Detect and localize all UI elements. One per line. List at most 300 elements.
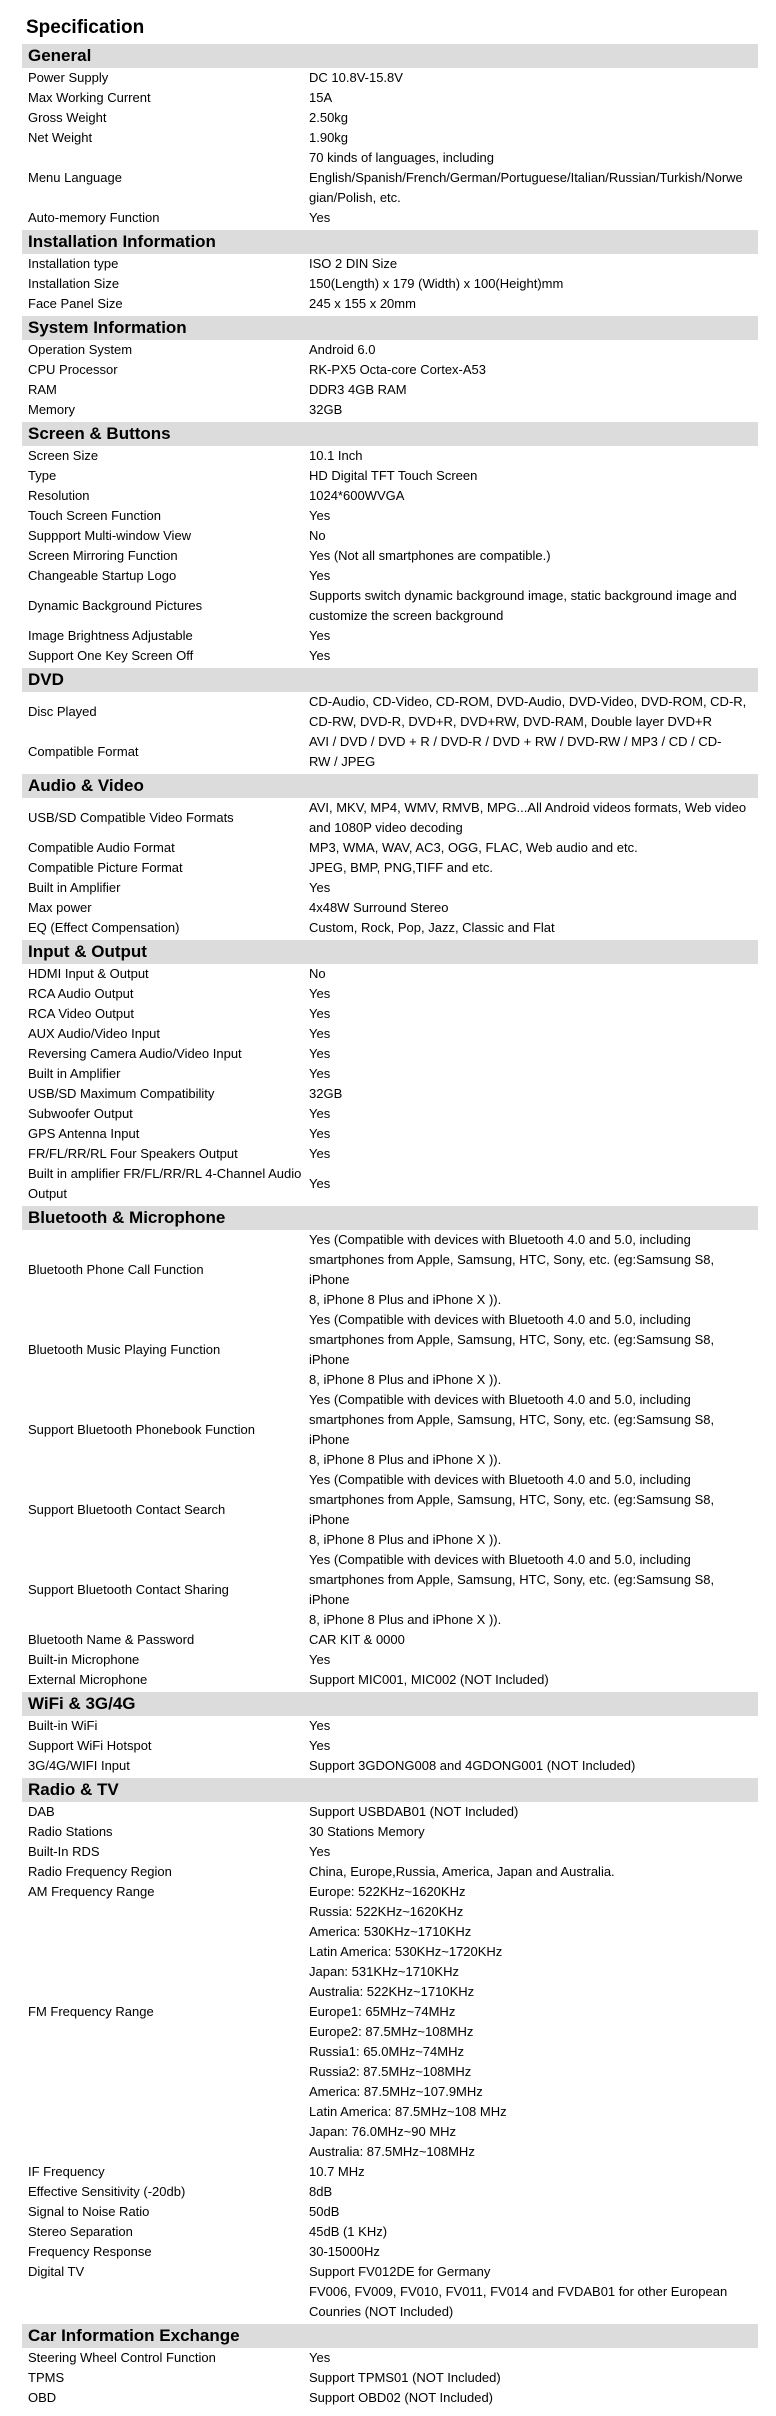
spec-value-line: 70 kinds of languages, including [309, 150, 495, 165]
spec-table [22, 1716, 758, 1776]
spec-value [309, 380, 758, 400]
spec-label: Screen Size [28, 448, 99, 463]
spec-value-line: Yes [309, 986, 331, 1001]
spec-value [309, 1822, 758, 1842]
spec-value-line: Support 3GDONG008 and 4GDONG001 (NOT Included) [309, 1758, 636, 1773]
spec-value-line: Australia: 87.5MHz~108MHz [309, 2144, 475, 2159]
spec-row [22, 446, 758, 466]
spec-value [309, 128, 758, 148]
spec-value-line: Support OBD02 (NOT Included) [309, 2390, 494, 2405]
spec-label: Signal to Noise Ratio [28, 2204, 150, 2219]
spec-label: Max power [28, 900, 92, 915]
spec-row [22, 340, 758, 360]
spec-label: RCA Video Output [28, 1006, 134, 1021]
spec-value [309, 1390, 758, 1470]
spec-value-line: Europe2: 87.5MHz~108MHz [309, 2024, 474, 2039]
section-title: Radio & TV [22, 1778, 758, 1802]
spec-row [22, 1064, 758, 1084]
spec-value [309, 2222, 758, 2242]
spec-row [22, 692, 758, 732]
spec-value-line: DC 10.8V-15.8V [309, 70, 403, 85]
spec-row [22, 1310, 758, 1390]
spec-value-line: 2.50kg [309, 110, 349, 125]
spec-label: AM Frequency Range [28, 1884, 155, 1899]
spec-label: RCA Audio Output [28, 986, 134, 1001]
spec-row [22, 208, 758, 228]
spec-label: AUX Audio/Video Input [28, 1026, 161, 1041]
spec-value-line: DDR3 4GB RAM [309, 382, 407, 397]
spec-value-line: Counries (NOT Included) [309, 2304, 454, 2319]
spec-value [309, 486, 758, 506]
spec-table [22, 68, 758, 228]
spec-value [309, 2182, 758, 2202]
spec-value-line: Android 6.0 [309, 342, 376, 357]
spec-label: Image Brightness Adjustable [28, 628, 193, 643]
spec-value-line: Yes [309, 1844, 331, 1859]
spec-value-line: Yes [309, 628, 331, 643]
spec-value [309, 692, 758, 732]
section-title: General [22, 44, 758, 68]
spec-sections [22, 44, 758, 2408]
spec-value-line: 1.90kg [309, 130, 349, 145]
spec-label: Gross Weight [28, 110, 107, 125]
spec-value-line: 8, iPhone 8 Plus and iPhone X )). [309, 1612, 502, 1627]
spec-label: Type [28, 468, 57, 483]
spec-label: RAM [28, 382, 57, 397]
spec-label: Suppport Multi-window View [28, 528, 192, 543]
spec-value-line: JPEG, BMP, PNG,TIFF and etc. [309, 860, 493, 875]
spec-label: IF Frequency [28, 2164, 105, 2179]
spec-section [22, 2324, 758, 2408]
spec-value-line: 15A [309, 90, 333, 105]
spec-section [22, 44, 758, 228]
spec-row [22, 1822, 758, 1842]
spec-row [22, 1716, 758, 1736]
spec-row [22, 2262, 758, 2322]
spec-value-line: Yes [309, 210, 331, 225]
spec-value [309, 586, 758, 626]
spec-value [309, 1716, 758, 1736]
spec-label: Bluetooth Name & Password [28, 1632, 195, 1647]
spec-label: Max Working Current [28, 90, 151, 105]
spec-value-line: 4x48W Surround Stereo [309, 900, 449, 915]
section-title: Bluetooth & Microphone [22, 1206, 758, 1230]
spec-row [22, 586, 758, 626]
spec-row [22, 1024, 758, 1044]
spec-value-line: FV006, FV009, FV010, FV011, FV014 and FVDAB01 for other European [309, 2284, 728, 2299]
spec-value-line: Yes (Compatible with devices with Bluetooth 4.0 and 5.0, including [309, 1552, 691, 1567]
spec-value-line: Latin America: 530KHz~1720KHz [309, 1944, 503, 1959]
spec-row [22, 486, 758, 506]
spec-value [309, 294, 758, 314]
spec-value [309, 1124, 758, 1144]
spec-value [309, 108, 758, 128]
spec-value-line: Yes [309, 880, 331, 895]
spec-label: Frequency Response [28, 2244, 152, 2259]
spec-label: Compatible Audio Format [28, 840, 175, 855]
spec-value-line: Yes [309, 2350, 331, 2365]
spec-value [309, 626, 758, 646]
spec-value [309, 1470, 758, 1550]
spec-label: Steering Wheel Control Function [28, 2350, 216, 2365]
spec-value [309, 1084, 758, 1104]
spec-value [309, 1064, 758, 1084]
spec-value-line: No [309, 966, 326, 981]
spec-row [22, 254, 758, 274]
spec-value [309, 506, 758, 526]
spec-value-line: Australia: 522KHz~1710KHz [309, 1984, 475, 1999]
spec-label: Bluetooth Music Playing Function [28, 1342, 221, 1357]
spec-table [22, 1802, 758, 2322]
spec-label: Subwoofer Output [28, 1106, 133, 1121]
spec-value-line: Latin America: 87.5MHz~108 MHz [309, 2104, 507, 2119]
spec-value-line: Yes (Compatible with devices with Bluetooth 4.0 and 5.0, including [309, 1232, 691, 1247]
spec-row [22, 984, 758, 1004]
spec-value [309, 1630, 758, 1650]
spec-label: Support Bluetooth Phonebook Function [28, 1422, 255, 1437]
spec-value-line: Russia2: 87.5MHz~108MHz [309, 2064, 472, 2079]
spec-value-line: Europe1: 65MHz~74MHz [309, 2004, 456, 2019]
spec-value-line: HD Digital TFT Touch Screen [309, 468, 478, 483]
section-title: DVD [22, 668, 758, 692]
spec-row [22, 918, 758, 938]
spec-value-line: RW / JPEG [309, 754, 376, 769]
spec-row [22, 1004, 758, 1024]
spec-value-line: smartphones from Apple, Samsung, HTC, Sony, etc. (eg:Samsung S8, iPhone [309, 1332, 715, 1367]
spec-value-line: ISO 2 DIN Size [309, 256, 398, 271]
spec-value-line: 30-15000Hz [309, 2244, 380, 2259]
spec-row [22, 1630, 758, 1650]
spec-value-line: Japan: 76.0MHz~90 MHz [309, 2124, 457, 2139]
spec-row [22, 626, 758, 646]
spec-row [22, 1882, 758, 2002]
spec-value [309, 878, 758, 898]
spec-value-line: Yes [309, 1718, 331, 1733]
spec-value-line: Yes [309, 568, 331, 583]
spec-label: OBD [28, 2390, 57, 2405]
spec-value-line: Yes [309, 508, 331, 523]
section-title: Screen & Buttons [22, 422, 758, 446]
spec-value [309, 1862, 758, 1882]
spec-value-line: Yes (Not all smartphones are compatible.) [309, 548, 551, 563]
spec-value-line: Russia1: 65.0MHz~74MHz [309, 2044, 464, 2059]
spec-label: Digital TV [28, 2264, 85, 2279]
spec-row [22, 68, 758, 88]
spec-value [309, 2002, 758, 2162]
spec-label: Effective Sensitivity (-20db) [28, 2184, 186, 2199]
spec-value-line: Yes [309, 1652, 331, 1667]
spec-value [309, 274, 758, 294]
spec-value-line: Yes (Compatible with devices with Bluetooth 4.0 and 5.0, including [309, 1312, 691, 1327]
spec-label: Built-in WiFi [28, 1718, 98, 1733]
spec-label: EQ (Effect Compensation) [28, 920, 180, 935]
spec-row [22, 2202, 758, 2222]
spec-value [309, 1164, 758, 1204]
spec-label: TPMS [28, 2370, 65, 2385]
spec-value-line: customize the screen background [309, 608, 504, 623]
section-title: System Information [22, 316, 758, 340]
spec-label: Radio Frequency Region [28, 1864, 172, 1879]
spec-row [22, 2182, 758, 2202]
spec-value-line: 30 Stations Memory [309, 1824, 425, 1839]
spec-label: Compatible Format [28, 744, 139, 759]
spec-row [22, 400, 758, 420]
section-title: Car Information Exchange [22, 2324, 758, 2348]
spec-label: Built-In RDS [28, 1844, 100, 1859]
spec-value-line: Europe: 522KHz~1620KHz [309, 1884, 466, 1899]
spec-value-line: 32GB [309, 1086, 343, 1101]
spec-row [22, 1390, 758, 1470]
spec-value-line: 8, iPhone 8 Plus and iPhone X )). [309, 1452, 502, 1467]
spec-value-line: AVI / DVD / DVD + R / DVD-R / DVD + RW / DVD-RW / MP3 / CD / CD- [309, 734, 722, 749]
spec-value-line: Support TPMS01 (NOT Included) [309, 2370, 501, 2385]
spec-value [309, 1550, 758, 1630]
spec-value-line: Yes [309, 1126, 331, 1141]
spec-value [309, 566, 758, 586]
spec-label: Menu Language [28, 170, 122, 185]
spec-value-line: China, Europe,Russia, America, Japan and Australia. [309, 1864, 615, 1879]
spec-row [22, 878, 758, 898]
spec-section [22, 774, 758, 938]
spec-label: External Microphone [28, 1672, 148, 1687]
spec-row [22, 732, 758, 772]
spec-value-line: smartphones from Apple, Samsung, HTC, Sony, etc. (eg:Samsung S8, iPhone [309, 1412, 715, 1447]
section-title: Input & Output [22, 940, 758, 964]
spec-value [309, 1104, 758, 1124]
spec-value-line: Support MIC001, MIC002 (NOT Included) [309, 1672, 549, 1687]
spec-label: Stereo Separation [28, 2224, 133, 2239]
spec-section [22, 668, 758, 772]
spec-value [309, 254, 758, 274]
spec-label: Installation Size [28, 276, 120, 291]
spec-value [309, 1756, 758, 1776]
spec-value-line: MP3, WMA, WAV, AC3, OGG, FLAC, Web audio and etc. [309, 840, 638, 855]
spec-value [309, 984, 758, 1004]
spec-value [309, 918, 758, 938]
spec-value-line: America: 87.5MHz~107.9MHz [309, 2084, 483, 2099]
spec-section [22, 1692, 758, 1776]
spec-table [22, 340, 758, 420]
spec-label: USB/SD Compatible Video Formats [28, 810, 234, 825]
spec-value-line: Yes [309, 1106, 331, 1121]
spec-value [309, 2388, 758, 2408]
spec-value-line: RK-PX5 Octa-core Cortex-A53 [309, 362, 487, 377]
spec-section [22, 940, 758, 1204]
spec-value [309, 732, 758, 772]
spec-value [309, 838, 758, 858]
spec-value [309, 88, 758, 108]
spec-value-line: Yes [309, 1066, 331, 1081]
spec-row [22, 1470, 758, 1550]
spec-row [22, 380, 758, 400]
spec-row [22, 2348, 758, 2368]
spec-value-line: 10.7 MHz [309, 2164, 365, 2179]
spec-row [22, 2242, 758, 2262]
spec-value [309, 466, 758, 486]
spec-value [309, 1004, 758, 1024]
spec-value-line: Russia: 522KHz~1620KHz [309, 1904, 464, 1919]
spec-row [22, 88, 758, 108]
section-title: Installation Information [22, 230, 758, 254]
spec-value [309, 2162, 758, 2182]
spec-value [309, 148, 758, 208]
spec-row [22, 128, 758, 148]
spec-row [22, 148, 758, 208]
spec-value-line: Yes [309, 1738, 331, 1753]
spec-row [22, 2388, 758, 2408]
spec-row [22, 566, 758, 586]
spec-label: Disc Played [28, 704, 97, 719]
spec-label: Built in amplifier FR/FL/RR/RL 4-Channel Audio Output [28, 1166, 302, 1201]
spec-value [309, 1650, 758, 1670]
spec-row [22, 1104, 758, 1124]
spec-value-line: CD-RW, DVD-R, DVD+R, DVD+RW, DVD-RAM, Double layer DVD+R [309, 714, 712, 729]
spec-value [309, 646, 758, 666]
spec-row [22, 1802, 758, 1822]
spec-label: 3G/4G/WIFI Input [28, 1758, 130, 1773]
spec-value [309, 1310, 758, 1390]
spec-row [22, 1084, 758, 1104]
spec-value-line: Yes [309, 1176, 331, 1191]
spec-value-line: Supports switch dynamic background image, static background image and [309, 588, 737, 603]
spec-label: HDMI Input & Output [28, 966, 149, 981]
spec-label: Operation System [28, 342, 133, 357]
spec-value [309, 340, 758, 360]
spec-value-line: Support USBDAB01 (NOT Included) [309, 1804, 519, 1819]
spec-label: Support Bluetooth Contact Search [28, 1502, 226, 1517]
spec-value [309, 2368, 758, 2388]
spec-label: Touch Screen Function [28, 508, 161, 523]
spec-value [309, 798, 758, 838]
spec-label: CPU Processor [28, 362, 118, 377]
spec-row [22, 360, 758, 380]
spec-value [309, 1842, 758, 1862]
spec-row [22, 798, 758, 838]
spec-value [309, 546, 758, 566]
spec-value-line: Custom, Rock, Pop, Jazz, Classic and Flat [309, 920, 555, 935]
spec-value [309, 858, 758, 878]
spec-value-line: AVI, MKV, MP4, WMV, RMVB, MPG...All Android videos formats, Web video [309, 800, 747, 815]
section-title: WiFi & 3G/4G [22, 1692, 758, 1716]
spec-row [22, 2222, 758, 2242]
spec-value-line: Yes [309, 1146, 331, 1161]
spec-value-line: Yes [309, 1026, 331, 1041]
spec-row [22, 506, 758, 526]
spec-value [309, 2262, 758, 2322]
spec-row [22, 1044, 758, 1064]
spec-value-line: 45dB (1 KHz) [309, 2224, 388, 2239]
spec-value [309, 1882, 758, 2002]
spec-value [309, 208, 758, 228]
spec-value [309, 68, 758, 88]
spec-row [22, 466, 758, 486]
spec-label: Power Supply [28, 70, 109, 85]
spec-value-line: 245 x 155 x 20mm [309, 296, 416, 311]
spec-value-line: smartphones from Apple, Samsung, HTC, Sony, etc. (eg:Samsung S8, iPhone [309, 1572, 715, 1607]
spec-label: FM Frequency Range [28, 2004, 154, 2019]
spec-value-line: 8, iPhone 8 Plus and iPhone X )). [309, 1292, 502, 1307]
spec-table [22, 446, 758, 666]
spec-value-line: and 1080P video decoding [309, 820, 463, 835]
spec-label: Built in Amplifier [28, 880, 121, 895]
section-title: Audio & Video [22, 774, 758, 798]
spec-value-line: Yes (Compatible with devices with Bluetooth 4.0 and 5.0, including [309, 1392, 691, 1407]
spec-row [22, 646, 758, 666]
spec-label: Built in Amplifier [28, 1066, 121, 1081]
spec-value-line: Yes [309, 1046, 331, 1061]
spec-row [22, 838, 758, 858]
spec-row [22, 1670, 758, 1690]
spec-value-line: 32GB [309, 402, 343, 417]
spec-label: FR/FL/RR/RL Four Speakers Output [28, 1146, 238, 1161]
spec-label: Changeable Startup Logo [28, 568, 177, 583]
spec-row [22, 898, 758, 918]
spec-value-line: 1024*600WVGA [309, 488, 405, 503]
spec-row [22, 964, 758, 984]
spec-value-line: Support FV012DE for Germany [309, 2264, 491, 2279]
spec-row [22, 294, 758, 314]
spec-label: Reversing Camera Audio/Video Input [28, 1046, 242, 1061]
spec-value [309, 898, 758, 918]
spec-value [309, 964, 758, 984]
spec-row [22, 1756, 758, 1776]
spec-value-line: America: 530KHz~1710KHz [309, 1924, 472, 1939]
spec-row [22, 1550, 758, 1630]
spec-label: Support Bluetooth Contact Sharing [28, 1582, 229, 1597]
spec-value [309, 2202, 758, 2222]
spec-value-line: 8dB [309, 2184, 333, 2199]
spec-row [22, 2002, 758, 2162]
spec-value [309, 2242, 758, 2262]
spec-value-line: CAR KIT & 0000 [309, 1632, 405, 1647]
spec-value [309, 1670, 758, 1690]
spec-value-line: 150(Length) x 179 (Width) x 100(Height)mm [309, 276, 564, 291]
spec-label: Auto-memory Function [28, 210, 160, 225]
spec-value-line: Yes (Compatible with devices with Bluetooth 4.0 and 5.0, including [309, 1472, 691, 1487]
spec-value [309, 1044, 758, 1064]
spec-row [22, 1230, 758, 1310]
spec-label: Support WiFi Hotspot [28, 1738, 152, 1753]
spec-value-line: smartphones from Apple, Samsung, HTC, Sony, etc. (eg:Samsung S8, iPhone [309, 1492, 715, 1527]
spec-row [22, 1124, 758, 1144]
spec-value [309, 1802, 758, 1822]
spec-label: Net Weight [28, 130, 93, 145]
spec-value-line: Yes [309, 1006, 331, 1021]
spec-value-line: Yes [309, 648, 331, 663]
spec-label: DAB [28, 1804, 55, 1819]
spec-row [22, 546, 758, 566]
spec-label: Bluetooth Phone Call Function [28, 1262, 204, 1277]
spec-label: Radio Stations [28, 1824, 113, 1839]
spec-value-line: gian/Polish, etc. [309, 190, 401, 205]
spec-label: Memory [28, 402, 75, 417]
spec-section [22, 422, 758, 666]
spec-row [22, 1842, 758, 1862]
page-title: Specification [26, 17, 145, 38]
spec-label: Resolution [28, 488, 90, 503]
spec-value-line: CD-Audio, CD-Video, CD-ROM, DVD-Audio, DVD-Video, DVD-ROM, CD-R, [309, 694, 747, 709]
spec-value-line: 50dB [309, 2204, 340, 2219]
spec-value [309, 2348, 758, 2368]
spec-row [22, 108, 758, 128]
spec-section [22, 230, 758, 314]
spec-value-line: Japan: 531KHz~1710KHz [309, 1964, 459, 1979]
spec-value [309, 446, 758, 466]
spec-label: Face Panel Size [28, 296, 123, 311]
spec-value-line: smartphones from Apple, Samsung, HTC, Sony, etc. (eg:Samsung S8, iPhone [309, 1252, 715, 1287]
spec-row [22, 2368, 758, 2388]
spec-value [309, 526, 758, 546]
